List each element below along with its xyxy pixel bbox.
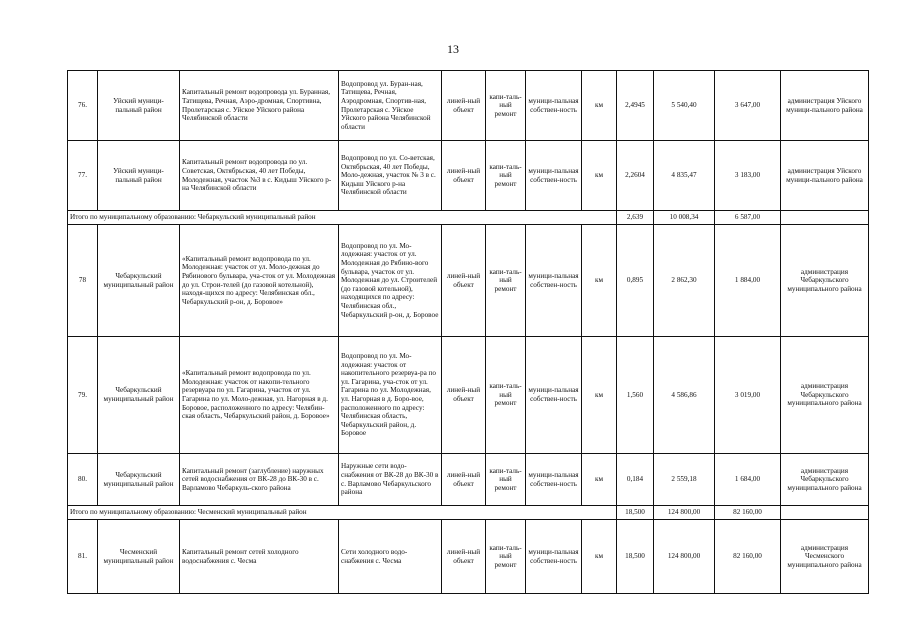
admin-cell: администрация Чебаркульского муниципального района [781,454,869,506]
object-type-cell: линей-ный объект [442,71,486,141]
funding-cell: 1 884,00 [715,225,781,337]
funding-cell: 3 647,00 [715,71,781,141]
district-cell: Уйский муници-пальный район [98,71,180,141]
work-name-cell: Капитальный ремонт водопровода ул. Бурaнная, Татищева, Речная, Аэро-дромная, Спортивна, Пролетарская с. Уйское Уйского района Челябинской области [180,71,339,141]
object-cell: Водопровод по ул. Мо-лодежная: участок от ул. Молодежная до Рябино-вого бульвара, участок от ул. Молодежная до ул. Строителей (до газовой котельной), находящихся по адресу: Челябинская обл., Чебаркульский р-он, д. Боровое [339,225,442,337]
admin-cell: администрация Чебаркульского муниципального района [781,337,869,454]
ownership-cell: муници-пальная собствен-ность [526,141,582,211]
unit-cell: км [582,337,617,454]
subtotal-cost: 10 008,34 [654,211,715,225]
ownership-cell: муници-пальная собствен-ность [526,225,582,337]
row-number: 76. [68,71,98,141]
object-type-cell: линей-ный объект [442,337,486,454]
object-type-cell: линей-ный объект [442,454,486,506]
funding-cell: 82 160,00 [715,520,781,594]
ownership-cell: муници-пальная собствен-ность [526,71,582,141]
row-number: 77. [68,141,98,211]
projects-table [67,70,869,594]
length-cell: 0,895 [617,225,654,337]
admin-cell: администрация Чебаркульского муниципального района [781,225,869,337]
object-cell: Водопровод ул. Буран-ная, Татищева, Речная, Аэродромная, Спортив-ная, Пролетарская с. Уйское Уйского района Челябинской области [339,71,442,141]
page-number: 13 [447,42,459,56]
table-row [68,141,869,211]
work-kind-cell: капи-таль-ный ремонт [486,141,526,211]
district-cell: Чесменский муниципальный район [98,520,180,594]
table-row [68,454,869,506]
object-cell: Водопровод по ул. Со-ветская, Октябрьская, 40 лет Победы, Моло-дежная, участок № 3 в с. Кидыш Уйского р-на Челябинской области [339,141,442,211]
object-cell: Водопровод по ул. Мо-лодежная: участок от накопительного резервуа-ра по ул. Гагарина, уча-сток от ул. Гагарина по ул. Молодежная, ул. Нагорная в д. Боро-вое, расположенного по адресу: Челябинская область, Чебаркульский район, д. Боровое [339,337,442,454]
cost-cell: 2 559,18 [654,454,715,506]
district-cell: Чебаркульский муниципальный район [98,454,180,506]
unit-cell: км [582,520,617,594]
subtotal-label: Итого по муниципальному образованию: Чесменский муниципальный район [68,506,617,520]
subtotal-length: 18,500 [617,506,654,520]
funding-cell: 3 019,00 [715,337,781,454]
unit-cell: км [582,71,617,141]
object-cell: Сети холодного водо-снабжения с. Чесма [339,520,442,594]
admin-cell: администрация Чесменского муниципального района [781,520,869,594]
funding-cell: 1 684,00 [715,454,781,506]
subtotal-label: Итого по муниципальному образованию: Чебаркульский муниципальный район [68,211,617,225]
row-number: 81. [68,520,98,594]
funding-cell: 3 183,00 [715,141,781,211]
subtotal-funding: 82 160,00 [715,506,781,520]
work-name-cell: Капитальный ремонт (заглубление) наружных сетей водоснабжения от ВК-28 до ВК-30 в с. Варламово Чебаркуль-ского района [180,454,339,506]
length-cell: 0,184 [617,454,654,506]
object-type-cell: линей-ный объект [442,225,486,337]
cost-cell: 4 835,47 [654,141,715,211]
subtotal-empty-cell [781,506,869,520]
work-name-cell: «Капитальный ремонт водопровода по ул. Молодежная: участок от накопи-тельного резервуара по ул. Гагарина, участок от ул. Гагарина по ул. Моло-дежная, ул. Нагорная в д. Боровое, расположенного по адресу: Челябин-ская область, Чебаркульский район, д. Боровое» [180,337,339,454]
length-cell: 1,560 [617,337,654,454]
table-row [68,71,869,141]
subtotal-row [68,506,869,520]
admin-cell: администрация Уйского муници-пального района [781,141,869,211]
work-name-cell: Капитальный ремонт водопровода по ул. Советская, Октябрьская, 40 лет Победы, Молодежная, участок №3 в с. Кидыш Уйского р-на Челябинской области [180,141,339,211]
cost-cell: 5 540,40 [654,71,715,141]
work-kind-cell: капи-таль-ный ремонт [486,337,526,454]
length-cell: 2,2604 [617,141,654,211]
admin-cell: администрация Уйского муници-пального района [781,71,869,141]
length-cell: 2,4945 [617,71,654,141]
ownership-cell: муници-пальная собствен-ность [526,337,582,454]
cost-cell: 124 800,00 [654,520,715,594]
subtotal-empty-cell [781,211,869,225]
table-row [68,520,869,594]
work-kind-cell: капи-таль-ный ремонт [486,71,526,141]
unit-cell: км [582,225,617,337]
object-type-cell: линей-ный объект [442,520,486,594]
work-name-cell: Капитальный ремонт сетей холодного водоснабжения с. Чесма [180,520,339,594]
district-cell: Чебаркульский муниципальный район [98,337,180,454]
unit-cell: км [582,454,617,506]
subtotal-row [68,211,869,225]
table-row [68,225,869,337]
cost-cell: 4 586,86 [654,337,715,454]
object-cell: Наружные сети водо-снабжения от ВК-28 до ВК-30 в с. Варламово Чебаркульского района [339,454,442,506]
subtotal-cost: 124 800,00 [654,506,715,520]
subtotal-length: 2,639 [617,211,654,225]
work-name-cell: «Капитальный ремонт водопровода по ул. Молодежная: участок от ул. Моло-дежная до Рябинового бульвара, уча-сток от ул. Молодежная до ул. Строи-телей (до газовой котельной), находя-щихся по адресу: Челябинская обл., Чебаркульский р-он, д. Боровое» [180,225,339,337]
work-kind-cell: капи-таль-ный ремонт [486,225,526,337]
row-number: 78 [68,225,98,337]
row-number: 80. [68,454,98,506]
unit-cell: км [582,141,617,211]
row-number: 79. [68,337,98,454]
ownership-cell: муници-пальная собствен-ность [526,520,582,594]
object-type-cell: линей-ный объект [442,141,486,211]
subtotal-funding: 6 587,00 [715,211,781,225]
work-kind-cell: капи-таль-ный ремонт [486,454,526,506]
work-kind-cell: капи-таль-ный ремонт [486,520,526,594]
district-cell: Чебаркульский муниципальный район [98,225,180,337]
table-row [68,337,869,454]
cost-cell: 2 862,30 [654,225,715,337]
ownership-cell: муници-пальная собствен-ность [526,454,582,506]
length-cell: 18,500 [617,520,654,594]
district-cell: Уйский муници-пальный район [98,141,180,211]
